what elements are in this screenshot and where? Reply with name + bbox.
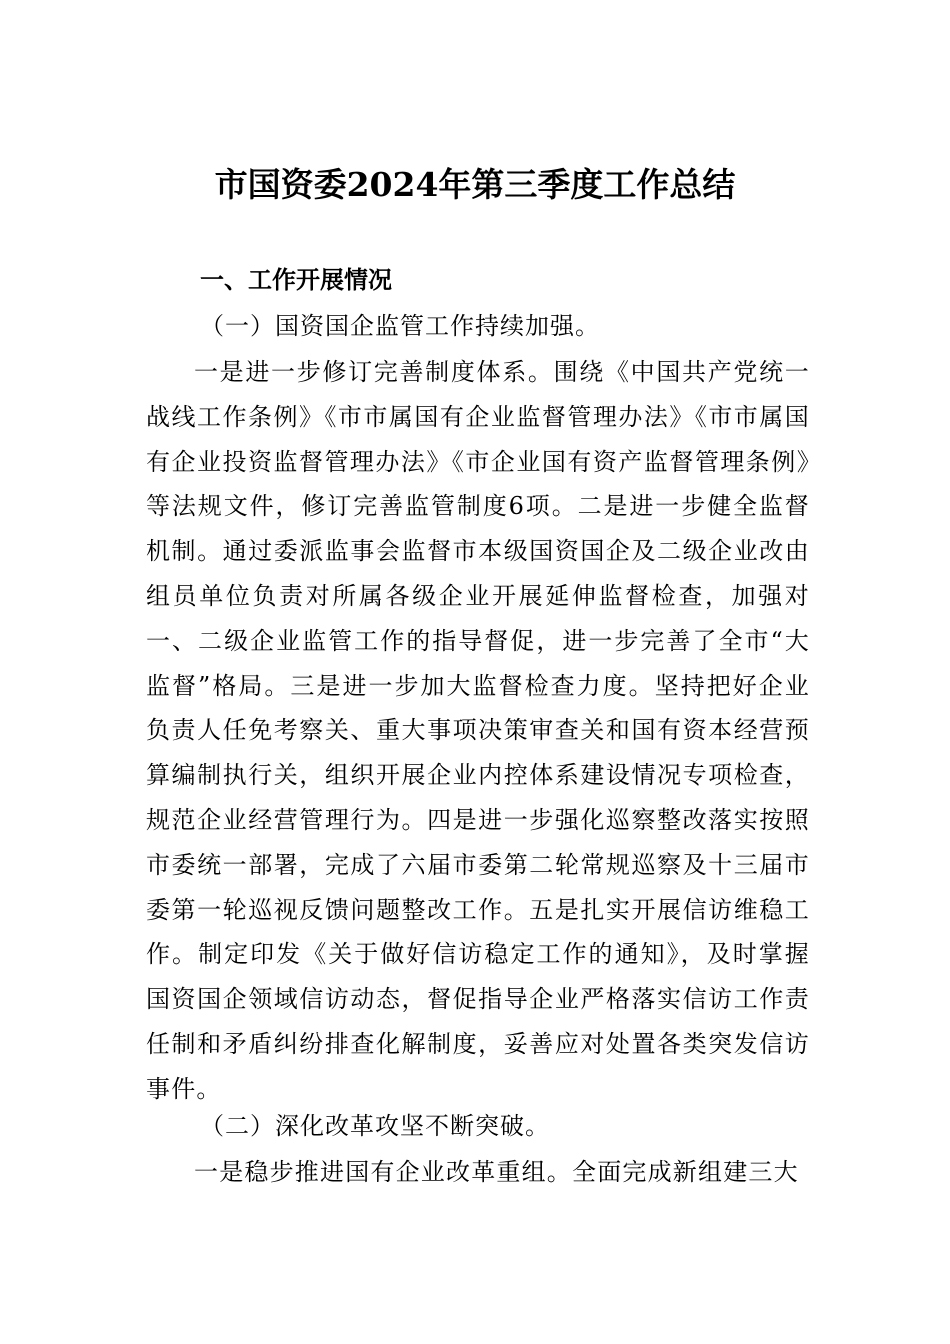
body-paragraph-1: 一是进一步修订完善制度体系。围绕《中国共产党统一战线工作条例》《市市属国有企业监督管理办法》《市市属国有企业投资监督管理办法》《市企业国有资产监督管理条例》等法规文件，修订完善监管制度6项。二是进一步健全监督机制。通过委派监事会监督市本级国资国企及二级企业改由组员单位负责对所属各级企业开展延伸监督检查，加强对一、二级企业监管工作的指导督促，进一步完善了全市“大监督”格局。三是进一步加大监督检查力度。坚持把好企业负责人任免考察关、重大事项决策审查关和国有资本经营预算编制执行关，组织开展企业内控体系建设情况专项检查，规范企业经营管理行为。四是进一步强化巡察整改落实按照市委统一部署，完成了六届市委第二轮常规巡察及十三届市委第一轮巡视反馈问题整改工作。五是扎实开展信访维稳工作。制定印发《关于做好信访稳定工作的通知》，及时掌握国资国企领域信访动态，督促指导企业严格落实信访工作责任制和矛盾纠纷排查化解制度，妥善应对处置各类突发信访事件。 [146,358,810,1103]
section-heading: 一、工作开展情况 [200,265,392,294]
subsection-heading-1: （一）国资国企监管工作持续加强。 [200,312,600,340]
subsection-heading-2: （二）深化改革攻坚不断突破。 [200,1112,550,1140]
document-title: 市国资委2024年第三季度工作总结 [214,165,736,204]
body-paragraph-2: 一是稳步推进国有企业改革重组。全面完成新组建三大 [194,1158,799,1186]
